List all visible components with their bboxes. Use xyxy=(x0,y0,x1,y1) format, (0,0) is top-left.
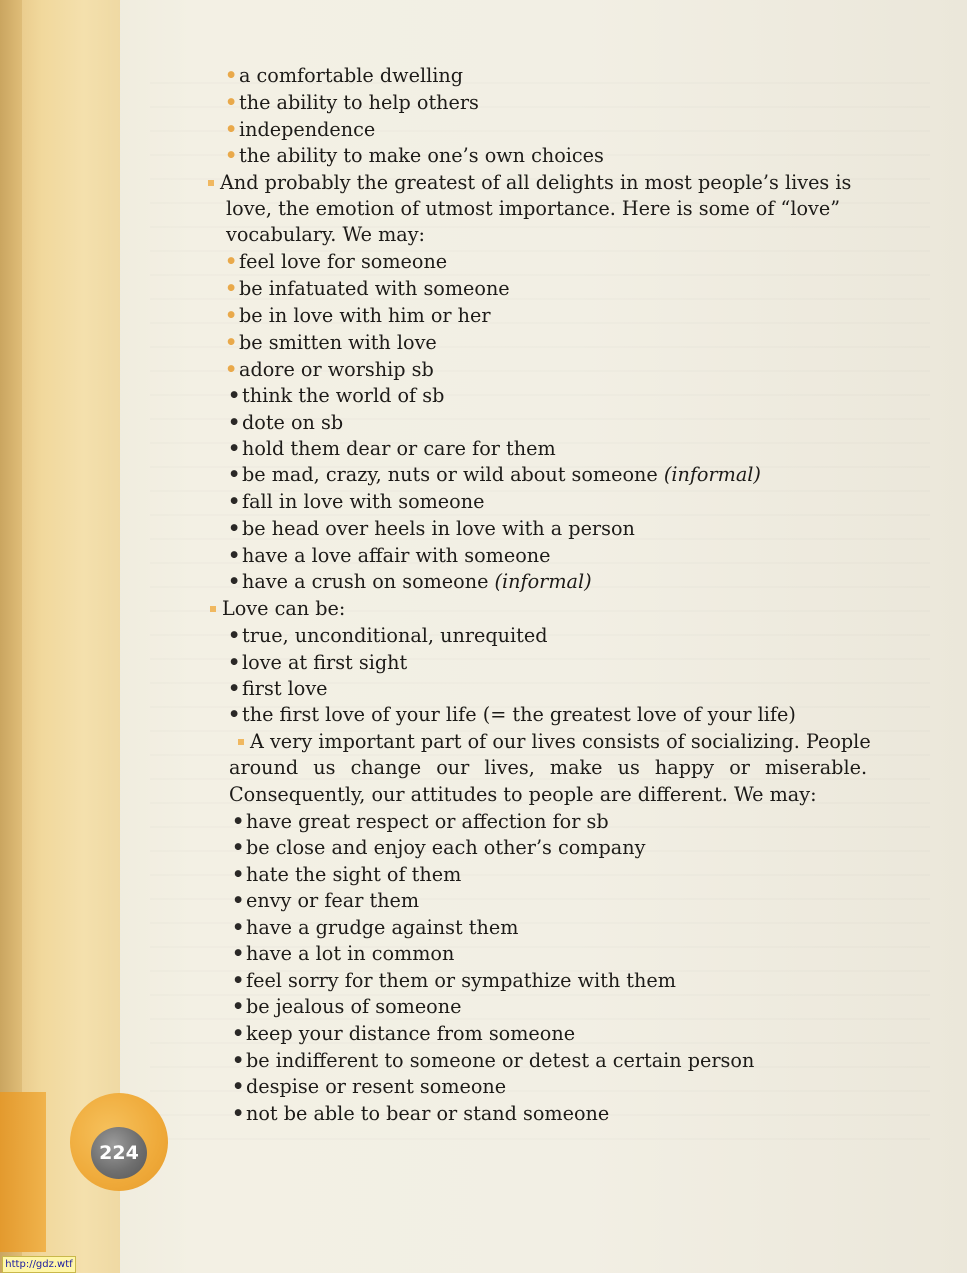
list-item: •be smitten with love xyxy=(225,331,437,354)
bullet-icon: • xyxy=(232,810,245,833)
bullet-icon: • xyxy=(232,889,245,912)
square-bullet-icon xyxy=(210,606,216,612)
list-item: •be mad, crazy, nuts or wild about someone (informal) xyxy=(228,463,761,486)
bullet-icon: • xyxy=(232,1049,245,1072)
list-item: •have a crush on someone (informal) xyxy=(228,570,592,593)
bullet-icon: • xyxy=(228,703,241,726)
bullet-icon: • xyxy=(228,624,241,647)
footer-link[interactable]: http://gdz.wtf xyxy=(2,1256,76,1273)
list-item: •a comfortable dwelling xyxy=(225,64,463,87)
list-item: •despise or resent someone xyxy=(232,1075,507,1098)
list-item: •have a grudge against them xyxy=(232,916,519,939)
list-item: •the ability to make one’s own choices xyxy=(225,144,604,167)
bullet-icon: • xyxy=(225,250,238,273)
list-item: •adore or worship sb xyxy=(225,358,434,381)
bullet-icon: • xyxy=(225,331,238,354)
list-item: •feel love for someone xyxy=(225,250,448,273)
list-item: •keep your distance from someone xyxy=(232,1022,576,1045)
paragraph-line: And probably the greatest of all delights in most people’s lives is xyxy=(208,171,926,195)
bullet-icon: • xyxy=(232,1022,245,1045)
bullet-icon: • xyxy=(232,1075,245,1098)
paragraph-line: vocabulary. We may: xyxy=(226,223,426,246)
bullet-icon: • xyxy=(228,463,241,486)
bullet-icon: • xyxy=(232,942,245,965)
bullet-icon: • xyxy=(225,64,238,87)
square-bullet-icon xyxy=(238,739,244,745)
bullet-icon: • xyxy=(228,517,241,540)
bullet-icon: • xyxy=(232,916,245,939)
bullet-icon: • xyxy=(225,277,238,300)
bullet-icon: • xyxy=(228,651,241,674)
list-item: •hold them dear or care for them xyxy=(228,437,556,460)
bullet-icon: • xyxy=(225,144,238,167)
paragraph-line: around us change our lives, make us happy or miserable. xyxy=(229,756,868,779)
page-number: 224 xyxy=(91,1127,147,1179)
paragraph-line: love, the emotion of utmost importance. Here is some of “love” xyxy=(226,197,841,220)
bullet-icon: • xyxy=(225,304,238,327)
list-item: •independence xyxy=(225,118,376,141)
list-item: •love at first sight xyxy=(228,651,408,674)
square-bullet-icon xyxy=(208,180,214,186)
list-item: •have great respect or affection for sb xyxy=(232,810,609,833)
bullet-icon: • xyxy=(232,969,245,992)
bullet-icon: • xyxy=(225,118,238,141)
list-item: •envy or fear them xyxy=(232,889,420,912)
list-item: •true, unconditional, unrequited xyxy=(228,624,548,647)
list-item: •be in love with him or her xyxy=(225,304,491,327)
list-item: •be indifferent to someone or detest a certain person xyxy=(232,1049,755,1072)
list-item: •think the world of sb xyxy=(228,384,445,407)
bullet-icon: • xyxy=(228,544,241,567)
bullet-icon: • xyxy=(225,358,238,381)
list-item: •dote on sb xyxy=(228,411,344,434)
list-item: •feel sorry for them or sympathize with them xyxy=(232,969,676,992)
bullet-icon: • xyxy=(228,677,241,700)
list-item: •first love xyxy=(228,677,328,700)
list-item: •fall in love with someone xyxy=(228,490,485,513)
list-item: •not be able to bear or stand someone xyxy=(232,1102,610,1125)
paragraph-line: Love can be: xyxy=(210,597,345,621)
list-item: •have a lot in common xyxy=(232,942,455,965)
bullet-icon: • xyxy=(228,490,241,513)
paragraph-line: Consequently, our attitudes to people are different. We may: xyxy=(229,783,817,806)
bullet-icon: • xyxy=(232,1102,245,1125)
paragraph-line: A very important part of our lives consists of socializing. People xyxy=(238,730,871,754)
list-item: •the ability to help others xyxy=(225,91,479,114)
bullet-icon: • xyxy=(228,384,241,407)
list-item: •hate the sight of them xyxy=(232,863,462,886)
list-item: •have a love affair with someone xyxy=(228,544,551,567)
bullet-icon: • xyxy=(232,836,245,859)
bullet-icon: • xyxy=(228,570,241,593)
list-item: •be infatuated with someone xyxy=(225,277,510,300)
list-item: •the first love of your life (= the greatest love of your life) xyxy=(228,703,796,726)
bullet-icon: • xyxy=(228,437,241,460)
list-item: •be head over heels in love with a person xyxy=(228,517,635,540)
bullet-icon: • xyxy=(225,91,238,114)
bullet-icon: • xyxy=(228,411,241,434)
list-item: •be close and enjoy each other’s company xyxy=(232,836,646,859)
bullet-icon: • xyxy=(232,995,245,1018)
bullet-icon: • xyxy=(232,863,245,886)
list-item: •be jealous of someone xyxy=(232,995,462,1018)
